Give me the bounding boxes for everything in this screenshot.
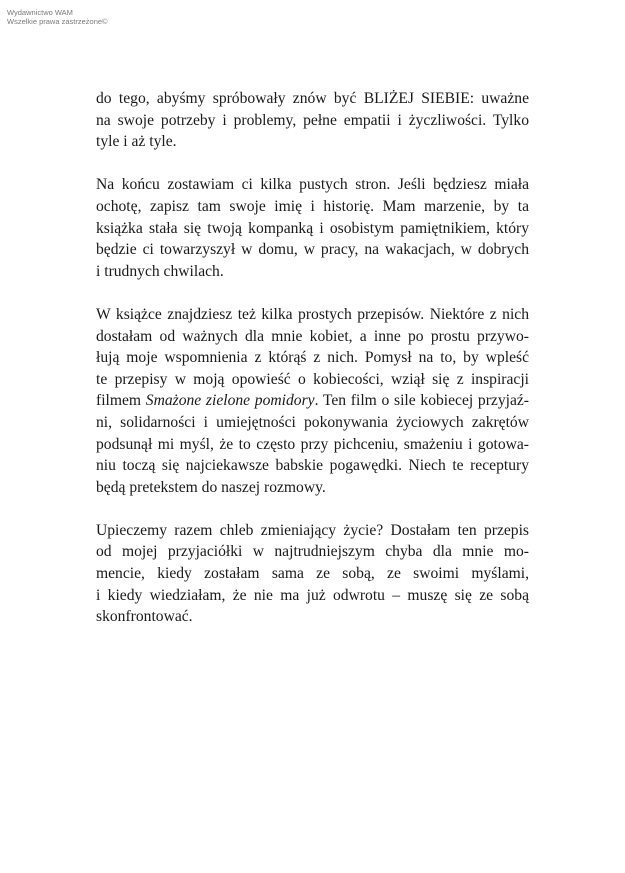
text-fragment: filmem [96,392,146,410]
text-line: podsunął mi myśl, że to często przy pichceniu, smażeniu i gotowa- [96,435,529,453]
text-line: łują moje wspomnienia z którąś z nich. Pomysł na to, by wpleść [96,349,529,367]
watermark-copyright: Wszelkie prawa zastrzeżone© [7,17,108,26]
paragraph-2 [96,174,529,282]
text-line: będą pretekstem do naszej rozmowy. [96,478,326,496]
paragraph-3 [96,304,529,498]
text-line: Na końcu zostawiam ci kilka pustych stron. Jeśli będziesz miała [96,176,529,194]
text-line: ni, solidarności i umiejętności pokonywania życiowych zakrętów [96,413,529,431]
text-line: i kiedy wiedziałam, że nie ma już odwrotu – muszę się ze sobą [96,586,529,604]
paragraph-1 [96,88,529,153]
text-line: do tego, abyśmy spróbowały znów być BLIŻEJ SIEBIE: uważne [96,90,529,107]
film-title: Smażone zielone pomidory [145,392,315,410]
publisher-watermark [7,8,108,26]
page-body-text [96,88,529,649]
text-line: dostałam od ważnych dla mnie kobiet, a inne po prostu przywo- [96,327,529,345]
text-line: skonfrontować. [96,608,193,626]
text-line: te przepisy w moją opowieść o kobiecości, wziął się z inspiracji [96,370,529,388]
text-fragment: . Ten film o sile kobiecej przyjaź- [314,392,530,410]
text-line: będzie ci towarzyszył w domu, w pracy, na wakacjach, w dobrych [96,241,529,259]
text-line: W książce znajdziesz też kilka prostych przepisów. Niektóre z nich [96,305,529,323]
text-line: książka stała się twoją kompanką i osobistym pamiętnikiem, który [96,219,529,237]
watermark-publisher-name: Wydawnictwo WAM [7,8,73,17]
text-line-with-film-title [96,390,529,412]
paragraph-4 [96,520,529,628]
text-line: ochotę, zapisz tam swoje imię i historię. Mam marzenie, by ta [96,197,529,215]
text-line: od mojej przyjaciółki w najtrudniejszym chyba dla mnie mo- [96,543,529,561]
text-line: niu toczą się najciekawsze babskie pogawędki. Niech te receptury [96,457,529,475]
text-line: mencie, kiedy zostałam sama ze sobą, ze swoimi myślami, [96,565,529,583]
text-line: Upieczemy razem chleb zmieniający życie? Dostałam ten przepis [96,521,529,539]
text-line: na swoje potrzeby i problemy, pełne empatii i życzliwości. Tylko [96,111,529,129]
text-line: tyle i aż tyle. [96,133,177,151]
text-line: i trudnych chwilach. [96,262,224,280]
